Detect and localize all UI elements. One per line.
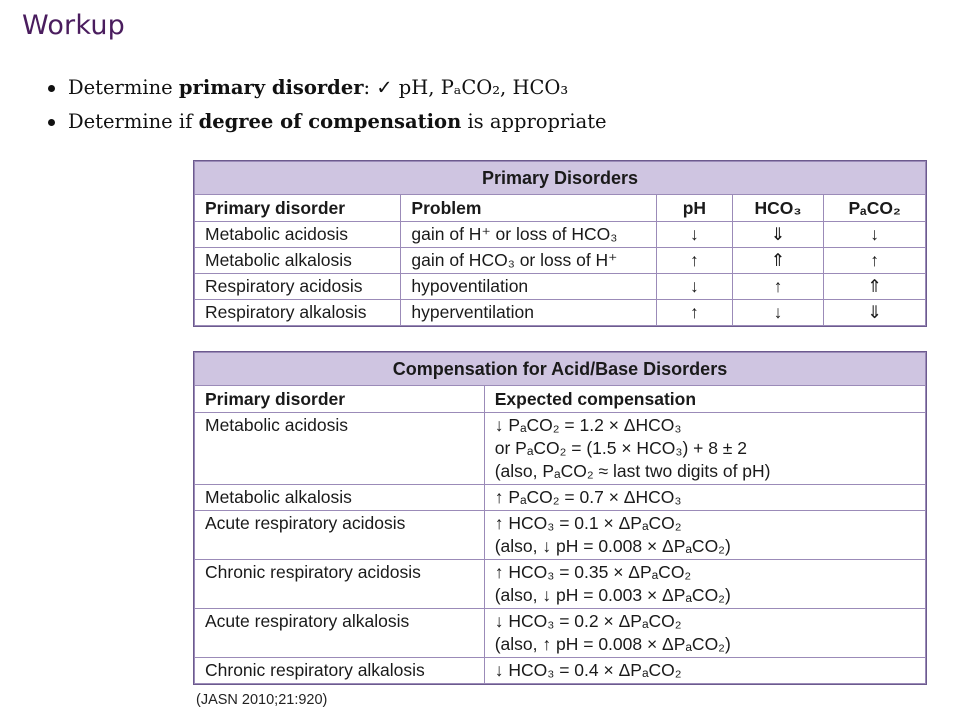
formula-line: ↓ HCO₃ = 0.4 × ΔPₐCO₂ <box>494 660 682 680</box>
disorder-cell: Acute respiratory alkalosis <box>195 609 485 658</box>
formula-line: ↓ PₐCO₂ = 1.2 × ΔHCO₃ <box>494 415 682 435</box>
table-cell: Respiratory acidosis <box>195 274 401 300</box>
disorder-cell: Chronic respiratory alkalosis <box>195 658 485 684</box>
table-cell: gain of H⁺ or loss of HCO₃ <box>401 222 657 248</box>
table-cell: ↓ <box>657 274 733 300</box>
table-cell: ↑ <box>657 300 733 326</box>
table-row <box>195 560 926 609</box>
disorder-cell: Metabolic acidosis <box>195 413 485 485</box>
table-cell: gain of HCO₃ or loss of H⁺ <box>401 248 657 274</box>
table-row <box>195 609 926 658</box>
column-header: pH <box>657 195 733 222</box>
table-title: Compensation for Acid/Base Disorders <box>195 353 926 386</box>
column-header: Problem <box>401 195 657 222</box>
formula-line: ↓ HCO₃ = 0.2 × ΔPₐCO₂ <box>494 611 682 631</box>
table-cell: ↑ <box>732 274 824 300</box>
formula-line: ↑ PₐCO₂ = 0.7 × ΔHCO₃ <box>494 487 682 507</box>
disorder-cell: Metabolic alkalosis <box>195 485 485 511</box>
formula-line: (also, ↑ pH = 0.008 × ΔPₐCO₂) <box>494 634 731 654</box>
table-cell: hypoventilation <box>401 274 657 300</box>
formula-line: or PₐCO₂ = (1.5 × HCO₃) + 8 ± 2 <box>494 438 748 458</box>
table-row <box>195 300 926 326</box>
column-header: Primary disorder <box>195 195 401 222</box>
table-title: Primary Disorders <box>195 162 926 195</box>
compensation-cell <box>484 609 925 658</box>
bullet-text-pre: Determine if <box>68 110 199 133</box>
table-row <box>195 222 926 248</box>
compensation-cell <box>484 511 925 560</box>
table-row <box>195 413 926 485</box>
compensation-cell <box>484 560 925 609</box>
table-cell: ↓ <box>824 222 926 248</box>
table-cell: Metabolic alkalosis <box>195 248 401 274</box>
bullet-text-post: is appropriate <box>461 110 607 133</box>
bullet-text-post: : ✓ pH, PₐCO₂, HCO₃ <box>363 76 569 99</box>
table-cell: ⇓ <box>824 300 926 326</box>
table-row <box>195 511 926 560</box>
column-header: Primary disorder <box>195 386 485 413</box>
citation: (JASN 2010;21:920) <box>196 692 328 708</box>
formula-line: ↑ HCO₃ = 0.35 × ΔPₐCO₂ <box>494 562 692 582</box>
bullet-dot-icon <box>48 85 55 92</box>
table-row <box>195 658 926 684</box>
workup-bullet-list <box>48 74 607 142</box>
table-cell: ↓ <box>732 300 824 326</box>
page-heading: Workup <box>22 10 125 41</box>
formula-line: (also, PₐCO₂ ≈ last two digits of pH) <box>494 461 771 481</box>
column-header: HCO₃ <box>732 195 824 222</box>
table-cell: Respiratory alkalosis <box>195 300 401 326</box>
table-row <box>195 485 926 511</box>
table-cell: ↑ <box>657 248 733 274</box>
compensation-cell <box>484 485 925 511</box>
bullet-text-bold: degree of compensation <box>198 110 462 133</box>
formula-line: (also, ↓ pH = 0.003 × ΔPₐCO₂) <box>494 585 731 605</box>
table-cell: ⇑ <box>824 274 926 300</box>
bullet-dot-icon <box>48 119 55 126</box>
primary-disorders-table <box>194 161 926 326</box>
bullet-item-compensation <box>48 108 607 142</box>
formula-line: ↑ HCO₃ = 0.1 × ΔPₐCO₂ <box>494 513 682 533</box>
compensation-cell <box>484 413 925 485</box>
table-row <box>195 274 926 300</box>
bullet-item-primary-disorder <box>48 74 607 108</box>
bullet-text-pre: Determine <box>68 76 179 99</box>
table-cell: ↑ <box>824 248 926 274</box>
disorder-cell: Chronic respiratory acidosis <box>195 560 485 609</box>
bullet-text-bold: primary disorder <box>178 76 364 99</box>
table-cell: Metabolic acidosis <box>195 222 401 248</box>
table-row <box>195 248 926 274</box>
disorder-cell: Acute respiratory acidosis <box>195 511 485 560</box>
table-cell: ⇑ <box>732 248 824 274</box>
column-header: Expected compensation <box>484 386 925 413</box>
formula-line: (also, ↓ pH = 0.008 × ΔPₐCO₂) <box>494 536 731 556</box>
compensation-cell <box>484 658 925 684</box>
table-cell: ↓ <box>657 222 733 248</box>
compensation-table <box>194 352 926 684</box>
table-cell: ⇓ <box>732 222 824 248</box>
column-header: PₐCO₂ <box>824 195 926 222</box>
table-cell: hyperventilation <box>401 300 657 326</box>
